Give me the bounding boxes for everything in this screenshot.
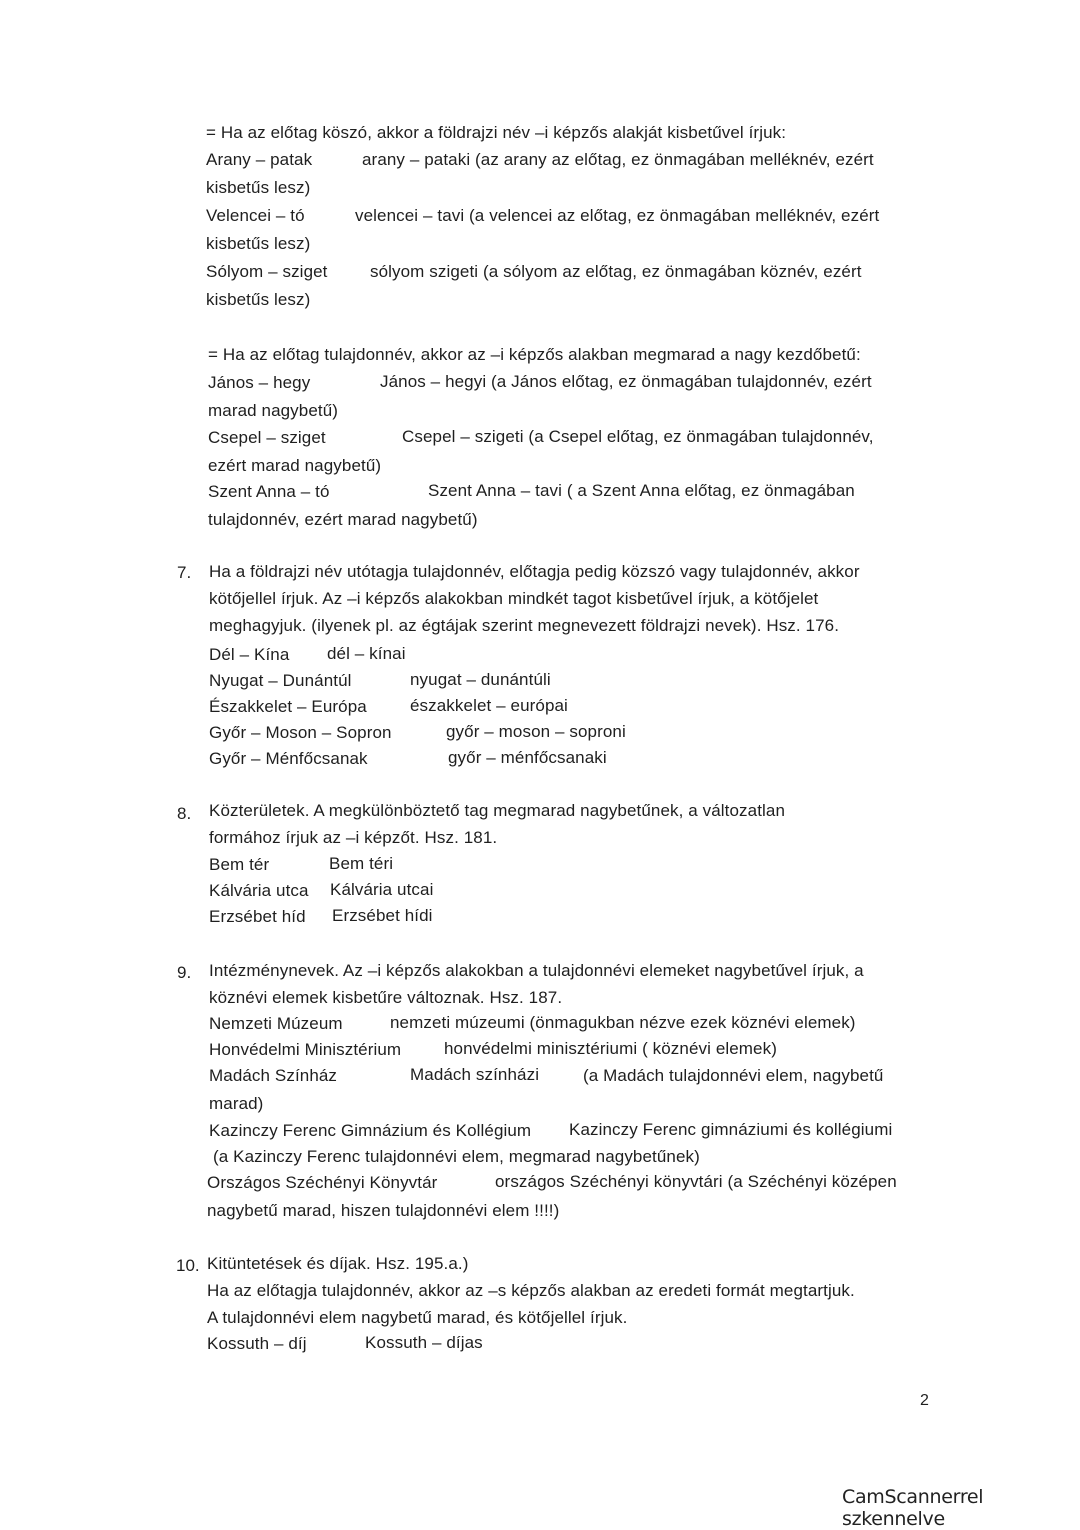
page-number: 2: [920, 1392, 929, 1409]
section-text: formához írjuk az –i képzőt. Hsz. 181.: [209, 828, 498, 847]
example-term: János – hegy: [208, 373, 311, 392]
example-term: Sólyom – sziget: [206, 262, 328, 281]
example-term: Kálvária utca: [209, 881, 309, 900]
example-term: Szent Anna – tó: [208, 482, 330, 501]
example-derived: nyugat – dunántúli: [410, 670, 551, 689]
example-note: kisbetűs lesz): [206, 290, 311, 309]
scanner-watermark: CamScannerrel szkennelve: [842, 1486, 984, 1530]
example-term: Dél – Kína: [209, 645, 290, 664]
example-derived: Erzsébet hídi: [332, 906, 433, 925]
rule-proper-noun: = Ha az előtag tulajdonnév, akkor az –i képzős alakban megmarad a nagy kezdőbetű:: [208, 345, 861, 364]
example-term: Kazinczy Ferenc Gimnázium és Kollégium: [209, 1121, 532, 1140]
section-number: 10.: [176, 1256, 200, 1275]
section-text: Közterületek. A megkülönböztető tag megmarad nagybetűnek, a változatlan: [209, 801, 786, 820]
example-derived: honvédelmi minisztériumi ( köznévi elemek): [444, 1039, 777, 1058]
example-term: Honvédelmi Minisztérium: [209, 1040, 402, 1059]
example-term: Nemzeti Múzeum: [209, 1014, 343, 1033]
section-text: meghagyjuk. (ilyenek pl. az égtájak szerint megnevezett földrajzi nevek). Hsz. 176.: [209, 616, 840, 635]
example-term: Erzsébet híd: [209, 907, 306, 926]
section-text: Ha az előtagja tulajdonnév, akkor az –s képzős alakban az eredeti formát megtartjuk.: [207, 1281, 855, 1300]
example-derived: sólyom szigeti (a sólyom az előtag, ez önmagában köznév, ezért: [370, 262, 862, 281]
example-term: Győr – Ménfőcsanak: [209, 749, 368, 768]
example-term: Nyugat – Dunántúl: [209, 671, 352, 690]
section-text: Ha a földrajzi név utótagja tulajdonnév, előtagja pedig közszó vagy tulajdonnév, akkor: [209, 562, 860, 581]
example-derived: északkelet – európai: [410, 696, 568, 715]
example-derived: arany – pataki (az arany az előtag, ez önmagában melléknév, ezért: [362, 150, 874, 169]
example-derived: velencei – tavi (a velencei az előtag, ez önmagában melléknév, ezért: [355, 206, 880, 225]
section-number: 8.: [177, 804, 192, 823]
rule-common-noun: = Ha az előtag köszó, akkor a földrajzi név –i képzős alakját kisbetűvel írjuk:: [206, 123, 787, 142]
example-note: kisbetűs lesz): [206, 234, 311, 253]
example-note: (a Kazinczy Ferenc tulajdonnévi elem, megmarad nagybetűnek): [213, 1147, 700, 1166]
example-note: kisbetűs lesz): [206, 178, 311, 197]
example-term: Északkelet – Európa: [209, 697, 367, 716]
example-derived: Szent Anna – tavi ( a Szent Anna előtag, ez önmagában: [428, 481, 855, 500]
example-derived: győr – ménfőcsanaki: [448, 748, 607, 767]
section-number: 7.: [177, 563, 192, 582]
example-note: ezért marad nagybetű): [208, 456, 382, 475]
example-derived: dél – kínai: [327, 644, 406, 663]
section-text: köznévi elemek kisbetűre változnak. Hsz. 187.: [209, 988, 563, 1007]
example-note: tulajdonnév, ezért marad nagybetű): [208, 510, 478, 529]
example-note: (a Madách tulajdonnévi elem, nagybetű: [583, 1066, 884, 1085]
example-note: nagybetű marad, hiszen tulajdonnévi elem !!!!): [207, 1201, 560, 1220]
example-derived: Csepel – szigeti (a Csepel előtag, ez önmagában tulajdonnév,: [402, 427, 874, 446]
example-derived: Kálvária utcai: [330, 880, 434, 899]
example-term: Velencei – tó: [206, 206, 305, 225]
example-term: Győr – Moson – Sopron: [209, 723, 392, 742]
example-term: Kossuth – díj: [207, 1334, 307, 1353]
example-derived: Kossuth – díjas: [365, 1333, 483, 1352]
example-derived: Kazinczy Ferenc gimnáziumi és kollégiumi: [569, 1120, 893, 1139]
example-term: Csepel – sziget: [208, 428, 326, 447]
section-number: 9.: [177, 963, 192, 982]
example-derived: országos Széchényi könyvtári (a Széchényi középen: [495, 1172, 897, 1191]
section-text: A tulajdonnévi elem nagybetű marad, és kötőjellel írjuk.: [207, 1308, 628, 1327]
example-derived: János – hegyi (a János előtag, ez önmagában tulajdonnév, ezért: [380, 372, 872, 391]
example-derived: Madách színházi: [410, 1065, 540, 1084]
example-derived: győr – moson – soproni: [446, 722, 626, 741]
section-text: Kitüntetések és díjak. Hsz. 195.a.): [207, 1254, 469, 1273]
section-text: kötőjellel írjuk. Az –i képzős alakokban mindkét tagot kisbetűvel írjuk, a kötőjelet: [209, 589, 819, 608]
example-term: Bem tér: [209, 855, 270, 874]
example-note: marad): [209, 1094, 264, 1113]
example-derived: Bem téri: [329, 854, 394, 873]
example-term: Országos Széchényi Könyvtár: [207, 1173, 438, 1192]
example-note: marad nagybetű): [208, 401, 339, 420]
section-text: Intézménynevek. Az –i képzős alakokban a tulajdonnévi elemeket nagybetűvel írjuk, a: [209, 961, 864, 980]
example-derived: nemzeti múzeumi (önmagukban nézve ezek köznévi elemek): [390, 1013, 856, 1032]
example-term: Madách Színház: [209, 1066, 338, 1085]
example-term: Arany – patak: [206, 150, 313, 169]
